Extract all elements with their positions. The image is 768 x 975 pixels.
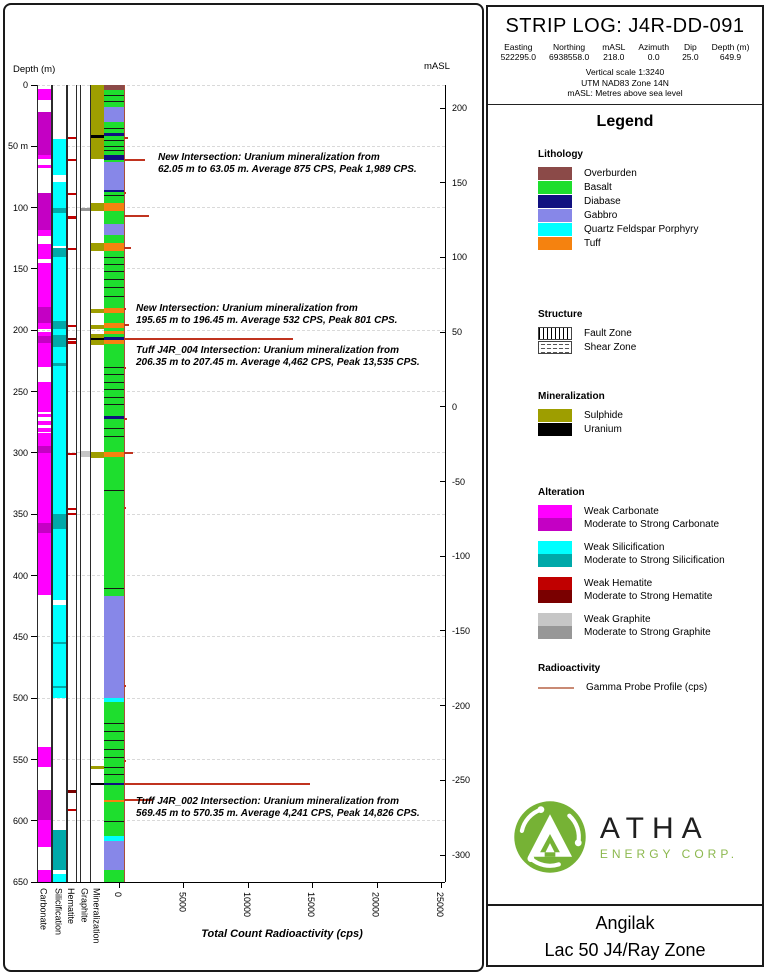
legend-item — [538, 505, 756, 531]
lithology-contact-line — [104, 287, 124, 288]
legend-item — [538, 613, 756, 639]
depth-tick-label: 600 — [12, 815, 28, 826]
gamma-trace-spike — [124, 367, 126, 369]
lithology-contact-line — [104, 749, 124, 750]
depth-tick-label: 300 — [12, 447, 28, 458]
legend-swatch — [538, 181, 572, 194]
gamma-trace-spike — [124, 418, 127, 420]
annotation-line: New Intersection: Uranium mineralization from — [158, 152, 380, 164]
depth-tick-label: 500 — [12, 693, 28, 704]
radio-axis-title: Total Count Radioactivity (cps) — [201, 928, 363, 940]
depth-tick — [31, 575, 37, 576]
masl-note: mASL: Metres above sea level — [567, 88, 683, 98]
legend-dual-swatch — [538, 505, 572, 531]
logo-subtitle: ENERGY CORP. — [599, 846, 739, 861]
annotation — [136, 796, 420, 819]
legend-item — [538, 409, 756, 422]
legend-item-labels — [584, 613, 711, 639]
radio-tick-label: 5000 — [177, 892, 188, 913]
depth-tick — [31, 146, 37, 147]
lithology-contact-line — [104, 774, 124, 775]
radio-tick-label: 10000 — [241, 892, 252, 918]
depth-tick-label: 200 — [12, 325, 28, 336]
interval-mineralization — [91, 452, 104, 458]
legend-item — [538, 209, 756, 222]
depth-gridline — [37, 391, 445, 392]
legend-section-header: Mineralization — [538, 391, 605, 402]
interval-lithology — [104, 192, 124, 202]
depth-tick — [31, 85, 37, 86]
collar-field-masl — [602, 42, 625, 62]
annotation-line: Tuff J4R_002 Intersection: Uranium mineralization from — [136, 796, 400, 808]
lithology-contact-line — [104, 146, 124, 147]
masl-tick-label: -200 — [452, 700, 471, 711]
legend-item — [538, 577, 756, 603]
legend-item-labels — [584, 541, 725, 567]
logo-brand: ATHA — [599, 811, 710, 845]
depth-gridline — [37, 330, 445, 331]
legend-section-header: Alteration — [538, 487, 585, 498]
legend-swatch — [538, 223, 572, 236]
legend-label: Quartz Feldspar Porphyry — [584, 224, 699, 235]
interval-mineralization — [91, 203, 104, 212]
gamma-line-swatch — [538, 687, 574, 689]
legend-item — [538, 181, 756, 194]
field-label: Easting — [504, 42, 533, 52]
collar-field-northing — [549, 42, 589, 62]
masl-tick-label: -100 — [452, 551, 471, 562]
lithology-contact-line — [104, 257, 124, 258]
legend-item — [538, 541, 756, 567]
depth-tick-label: 100 — [12, 202, 28, 213]
legend-section-structure — [538, 309, 756, 355]
gamma-trace-spike — [124, 452, 133, 454]
masl-tick-label: -150 — [452, 625, 471, 636]
interval-lithology — [104, 162, 124, 190]
legend-item — [538, 423, 756, 436]
legend-item — [538, 237, 756, 250]
field-label: mASL — [602, 42, 626, 52]
legend-item-labels — [584, 577, 712, 603]
legend-label: Overburden — [584, 168, 637, 179]
masl-tick — [440, 855, 445, 856]
gamma-trace-baseline — [124, 85, 125, 882]
interval-lithology — [104, 841, 124, 870]
field-label: Northing — [553, 42, 586, 52]
field-value: 25.0 — [682, 52, 699, 62]
atha-logo-mark — [512, 799, 588, 875]
legend-swatch — [538, 195, 572, 208]
annotation-line: 195.65 m to 196.45 m. Average 532 CPS, Peak 801 CPS. — [136, 314, 398, 326]
depth-gridline — [37, 636, 445, 637]
collar-field-dip — [682, 42, 699, 62]
depth-axis-title: Depth (m) — [13, 64, 56, 75]
depth-tick-label: 450 — [12, 631, 28, 642]
legend-swatch — [538, 167, 572, 180]
lithology-contact-line — [104, 140, 124, 141]
depth-tick-label: 150 — [12, 263, 28, 274]
legend-item — [538, 223, 756, 236]
column-label-silicification: Silicification — [53, 888, 64, 936]
masl-tick-label: 200 — [452, 103, 468, 113]
field-label: Depth (m) — [711, 42, 750, 52]
masl-tick-label: -50 — [452, 476, 466, 487]
field-value: 522295.0 — [500, 52, 537, 62]
lithology-contact-line — [104, 367, 124, 368]
depth-tick — [31, 514, 37, 515]
legend-label: Fault Zone — [584, 328, 632, 339]
field-value: 0.0 — [647, 52, 660, 62]
depth-tick — [31, 391, 37, 392]
interval-lithology — [104, 211, 124, 223]
masl-tick — [440, 332, 445, 333]
legend-label: Moderate to Strong Graphite — [584, 627, 711, 638]
interval-mineralization — [91, 783, 104, 785]
column-label-hematite: Hematite — [66, 888, 76, 925]
gamma-trace-spike — [124, 247, 131, 249]
depth-tick — [31, 698, 37, 699]
legend-label: Gabbro — [584, 210, 618, 221]
radio-tick — [441, 882, 442, 888]
gamma-trace-spike — [124, 192, 126, 194]
depth-tick-label: 50 m — [7, 141, 28, 152]
annotation — [136, 303, 397, 326]
depth-tick — [31, 759, 37, 760]
masl-tick-label: -300 — [452, 850, 471, 860]
swatch-strong — [538, 518, 572, 531]
gamma-trace-spike — [124, 783, 310, 785]
interval-mineralization — [91, 243, 104, 250]
interval-mineralization — [91, 309, 104, 313]
gamma-trace-spike — [124, 338, 293, 340]
collar-field-depth-m- — [712, 42, 750, 62]
masl-tick — [440, 780, 445, 781]
radio-tick-label: 0 — [113, 892, 123, 898]
legend-item-labels — [584, 505, 719, 531]
legend-section-header: Radioactivity — [538, 663, 601, 674]
legend-label: Uranium — [584, 424, 622, 435]
legend-swatch — [538, 409, 572, 422]
column-border-hematite — [67, 85, 77, 882]
interval-lithology — [104, 785, 124, 800]
legend-label: Tuff — [584, 238, 601, 249]
column-label-mineralization: Mineralization — [91, 888, 102, 944]
legend-label: Moderate to Strong Carbonate — [584, 519, 720, 530]
lithology-contact-line — [104, 731, 124, 732]
interval-lithology — [104, 243, 124, 250]
interval-lithology — [104, 802, 124, 836]
swatch-weak — [538, 577, 572, 590]
masl-tick — [440, 182, 445, 183]
radio-tick — [119, 882, 120, 888]
masl-tick-label: 0 — [452, 401, 458, 412]
depth-tick-label: 550 — [12, 754, 28, 765]
annotation — [136, 345, 420, 368]
depth-tick — [31, 636, 37, 637]
radio-tick — [183, 882, 184, 888]
field-value: 649.9 — [719, 52, 742, 62]
legend-section-radioactivity — [538, 663, 756, 695]
lithology-contact-line — [104, 296, 124, 297]
lithology-contact-line — [104, 389, 124, 390]
lithology-contact-line — [104, 740, 124, 741]
masl-tick — [440, 705, 445, 706]
masl-tick — [440, 108, 445, 109]
gamma-trace-spike — [124, 215, 149, 217]
annotation-line: 62.05 m to 63.05 m. Average 875 CPS, Peak 1,989 CPS. — [158, 163, 417, 175]
lithology-contact-line — [104, 723, 124, 724]
masl-tick-label: -250 — [452, 775, 471, 786]
interval-lithology — [104, 702, 124, 783]
collar-field-easting — [501, 42, 536, 62]
legend-swatch — [538, 341, 572, 354]
lithology-contact-line — [104, 374, 124, 375]
depth-tick-label: 400 — [12, 570, 28, 581]
masl-tick-label: 150 — [452, 177, 468, 188]
lithology-contact-line — [104, 397, 124, 398]
masl-tick-label: 100 — [452, 252, 468, 263]
interval-lithology — [104, 596, 124, 698]
depth-tick-label: 650 — [12, 877, 28, 888]
interval-mineralization — [91, 325, 104, 329]
depth-tick — [31, 820, 37, 821]
gamma-trace-spike — [124, 507, 126, 509]
gamma-trace-spike — [124, 685, 126, 687]
lithology-contact-line — [104, 767, 124, 768]
depth-tick-label: 0 — [22, 80, 28, 90]
depth-tick — [31, 207, 37, 208]
legend-label: Basalt — [584, 182, 612, 193]
masl-tick — [440, 406, 445, 407]
annotation-line: 206.35 m to 207.45 m. Average 4,462 CPS, Peak 13,535 CPS. — [136, 356, 420, 368]
info-panel — [486, 5, 764, 967]
interval-lithology — [104, 90, 124, 107]
interval-lithology — [104, 203, 124, 212]
field-value: 218.0 — [603, 52, 625, 62]
legend-label: Gamma Probe Profile (cps) — [586, 682, 708, 693]
legend-swatch — [538, 209, 572, 222]
legend-label: Weak Graphite — [584, 614, 651, 625]
interval-lithology — [104, 457, 124, 597]
gamma-trace-spike — [124, 137, 128, 139]
masl-tick — [440, 481, 445, 482]
legend-item — [538, 167, 756, 180]
masl-tick-label: 50 — [452, 327, 463, 338]
depth-tick — [31, 330, 37, 331]
annotation-line: Tuff J4R_004 Intersection: Uranium mineralization from — [136, 345, 400, 357]
depth-tick — [31, 268, 37, 269]
depth-tick-label: 250 — [12, 386, 28, 397]
depth-tick — [31, 452, 37, 453]
interval-mineralization — [91, 138, 104, 159]
legend-item — [538, 327, 756, 340]
legend-section-lithology — [538, 149, 756, 251]
project-box — [488, 904, 762, 961]
utm-zone: UTM NAD83 Zone 14N — [581, 77, 669, 88]
masl-tick — [440, 257, 445, 258]
swatch-weak — [538, 541, 572, 554]
masl-tick — [440, 556, 445, 557]
masl-axis-line — [445, 85, 446, 882]
legend-swatch — [538, 327, 572, 340]
gamma-trace-spike — [124, 760, 126, 762]
swatch-weak — [538, 613, 572, 626]
field-label: Dip — [683, 42, 697, 52]
legend-dual-swatch — [538, 541, 572, 567]
column-border-carbonate — [37, 85, 52, 882]
column-label-graphite: Graphite — [79, 888, 90, 923]
lithology-contact-line — [104, 279, 124, 280]
annotation-line: New Intersection: Uranium mineralization from — [136, 303, 358, 315]
field-value: 6938558.0 — [549, 52, 590, 62]
lithology-contact-line — [104, 588, 124, 589]
column-border-silicification — [52, 85, 67, 882]
lithology-contact-line — [104, 150, 124, 151]
legend-item — [538, 195, 756, 208]
depth-gridline — [37, 820, 445, 821]
interval-lithology — [104, 224, 124, 235]
legend-label: Moderate to Strong Hematite — [584, 591, 713, 602]
legend-label: Sulphide — [584, 410, 623, 421]
lithology-contact-line — [104, 428, 124, 429]
depth-gridline — [37, 514, 445, 515]
interval-lithology — [104, 344, 124, 416]
annotation — [158, 152, 417, 175]
interval-mineralization — [91, 766, 104, 770]
interval-lithology — [104, 870, 124, 882]
gamma-trace-spike — [124, 308, 126, 310]
collar-field-azimuth — [638, 42, 669, 62]
lithology-contact-line — [104, 264, 124, 265]
lithology-contact-line — [104, 195, 124, 196]
interval-lithology — [104, 235, 124, 244]
legend-dual-swatch — [538, 613, 572, 639]
radio-tick — [377, 882, 378, 888]
lithology-contact-line — [104, 436, 124, 437]
swatch-weak — [538, 505, 572, 518]
legend-item — [538, 681, 756, 694]
header-box — [488, 7, 762, 105]
legend-swatch — [538, 237, 572, 250]
legend-dual-swatch — [538, 577, 572, 603]
swatch-strong — [538, 626, 572, 639]
interval-lithology — [104, 313, 124, 323]
depth-gridline — [37, 698, 445, 699]
depth-gridline — [37, 268, 445, 269]
collar-fields — [488, 42, 762, 62]
field-label: Azimuth — [638, 42, 670, 52]
radio-tick-label: 15000 — [306, 892, 317, 918]
lithology-contact-line — [104, 101, 124, 102]
radio-tick — [312, 882, 313, 888]
page-title: STRIP LOG: J4R-DD-091 — [505, 15, 745, 37]
vertical-scale: Vertical scale 1:3240 — [585, 67, 665, 77]
annotation-line: 569.45 m to 570.35 m. Average 4,241 CPS, Peak 14,826 CPS. — [136, 807, 420, 819]
company-logo — [488, 799, 762, 875]
masl-axis-title: mASL — [424, 61, 450, 72]
radio-axis-line — [37, 882, 445, 883]
legend-swatch — [538, 423, 572, 436]
scale-note — [488, 67, 762, 99]
legend-label: Shear Zone — [584, 342, 637, 353]
swatch-strong — [538, 554, 572, 567]
column-label-carbonate: Carbonate — [38, 888, 49, 931]
interval-lithology — [104, 107, 124, 122]
radio-tick-label: 20000 — [370, 892, 381, 918]
lithology-contact-line — [104, 404, 124, 405]
legend-section-header: Structure — [538, 309, 583, 320]
logo-text — [599, 811, 739, 861]
lithology-contact-line — [104, 757, 124, 758]
legend-label: Moderate to Strong Silicification — [584, 555, 725, 566]
gamma-trace-spike — [124, 324, 129, 326]
legend-section-alteration — [538, 487, 756, 649]
legend-label: Weak Hematite — [584, 578, 653, 589]
swatch-strong — [538, 590, 572, 603]
gamma-trace-spike — [124, 159, 145, 161]
lithology-contact-line — [104, 95, 124, 96]
lithology-contact-line — [104, 128, 124, 129]
project-name: Angilak — [595, 913, 655, 933]
depth-gridline — [37, 575, 445, 576]
interval-mineralization — [91, 340, 104, 345]
legend-label: Diabase — [584, 196, 621, 207]
radio-tick — [248, 882, 249, 888]
legend-label: Weak Carbonate — [584, 506, 659, 517]
legend-title: Legend — [596, 113, 654, 130]
masl-tick — [440, 630, 445, 631]
depth-gridline — [37, 759, 445, 760]
interval-mineralization — [91, 85, 104, 135]
legend-section-mineralization — [538, 391, 756, 437]
legend-section-header: Lithology — [538, 149, 583, 160]
radio-tick-label: 25000 — [435, 892, 445, 918]
depth-tick-label: 350 — [12, 509, 28, 520]
lithology-contact-line — [104, 821, 124, 822]
lithology-contact-line — [104, 271, 124, 272]
legend-item — [538, 341, 756, 354]
zone-name: Lac 50 J4/Ray Zone — [544, 940, 706, 960]
lithology-contact-line — [104, 382, 124, 383]
lithology-contact-line — [104, 490, 124, 491]
column-border-graphite — [80, 85, 91, 882]
legend-label: Weak Silicification — [584, 542, 665, 553]
